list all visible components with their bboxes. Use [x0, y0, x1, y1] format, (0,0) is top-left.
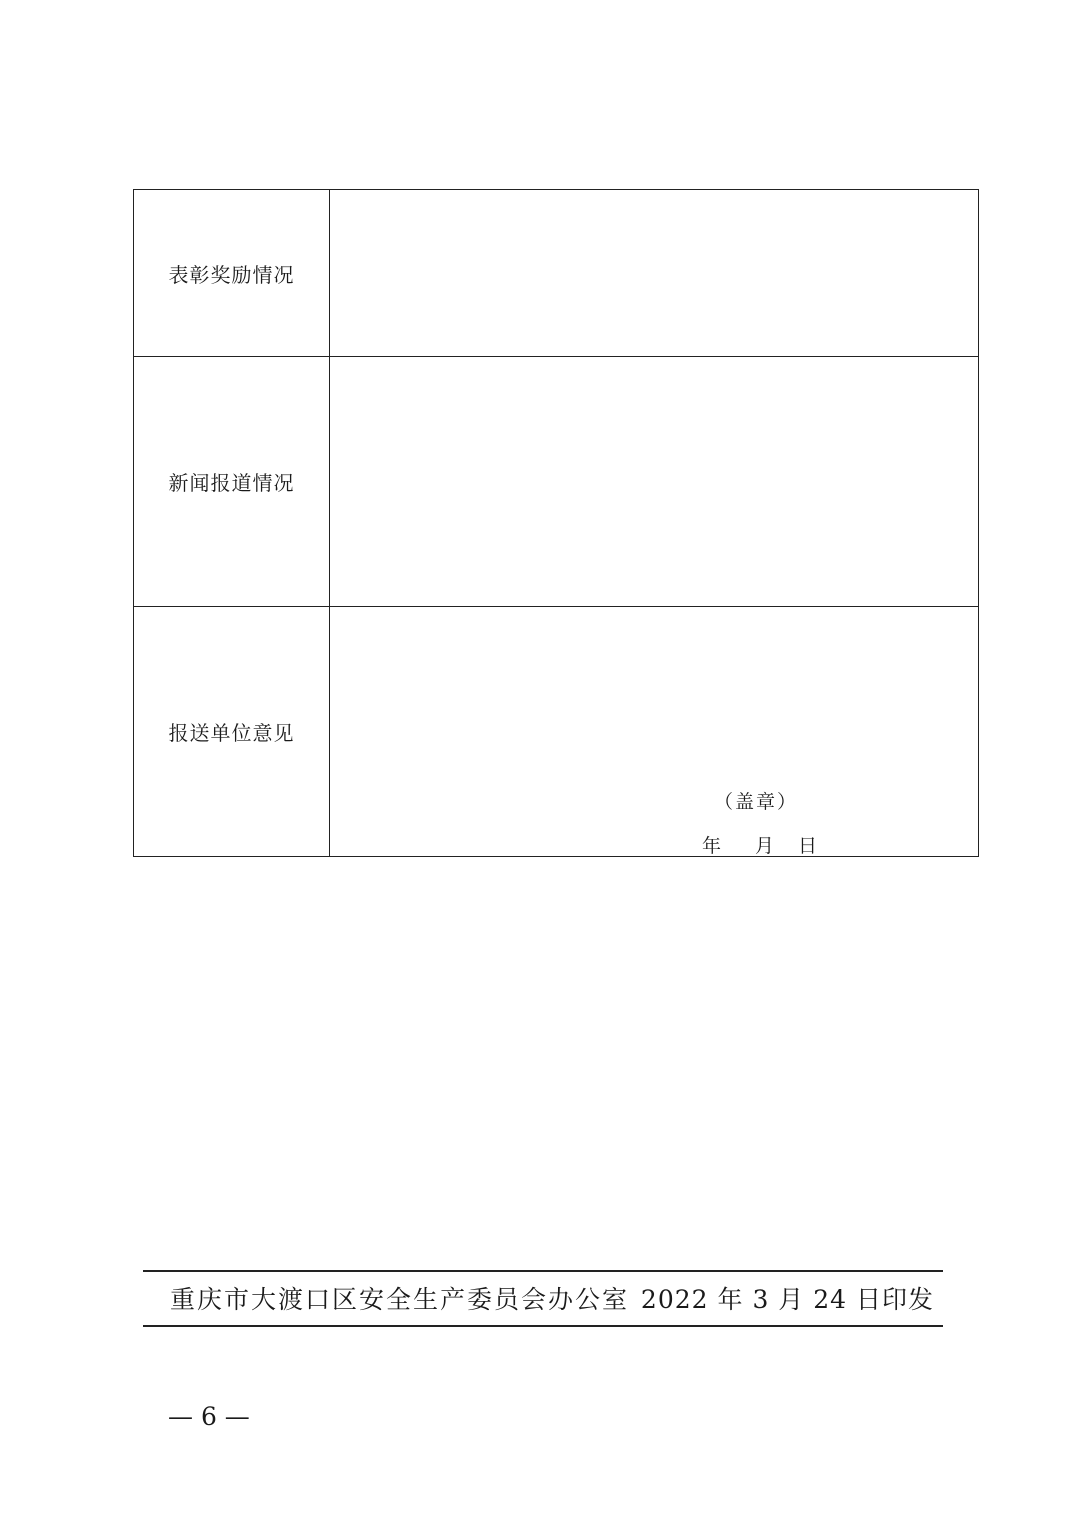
footer-top-rule	[143, 1270, 943, 1272]
row-value-awards	[330, 190, 979, 357]
footer-bottom-rule	[143, 1325, 943, 1327]
form-row-opinion	[134, 607, 979, 857]
row-label-opinion: 报送单位意见	[134, 607, 330, 857]
form-row-awards	[134, 190, 979, 357]
issuer-name: 重庆市大渡口区安全生产委员会办公室	[170, 1285, 630, 1314]
date-placeholder	[702, 831, 817, 858]
seal-placeholder: （盖章）	[714, 791, 799, 813]
date-month-label: 月	[755, 835, 775, 857]
date-day-label: 日	[798, 835, 818, 857]
row-label-awards: 表彰奖励情况	[134, 190, 330, 357]
form-row-news	[134, 357, 979, 607]
page-number: — 6 —	[168, 1402, 250, 1431]
row-label-news: 新闻报道情况	[134, 357, 330, 607]
row-value-news	[330, 357, 979, 607]
date-year-label: 年	[702, 835, 722, 857]
row-value-opinion	[330, 607, 979, 857]
issue-date: 2022 年 3 月 24 日印发	[640, 1285, 934, 1314]
report-form-table	[133, 189, 979, 857]
